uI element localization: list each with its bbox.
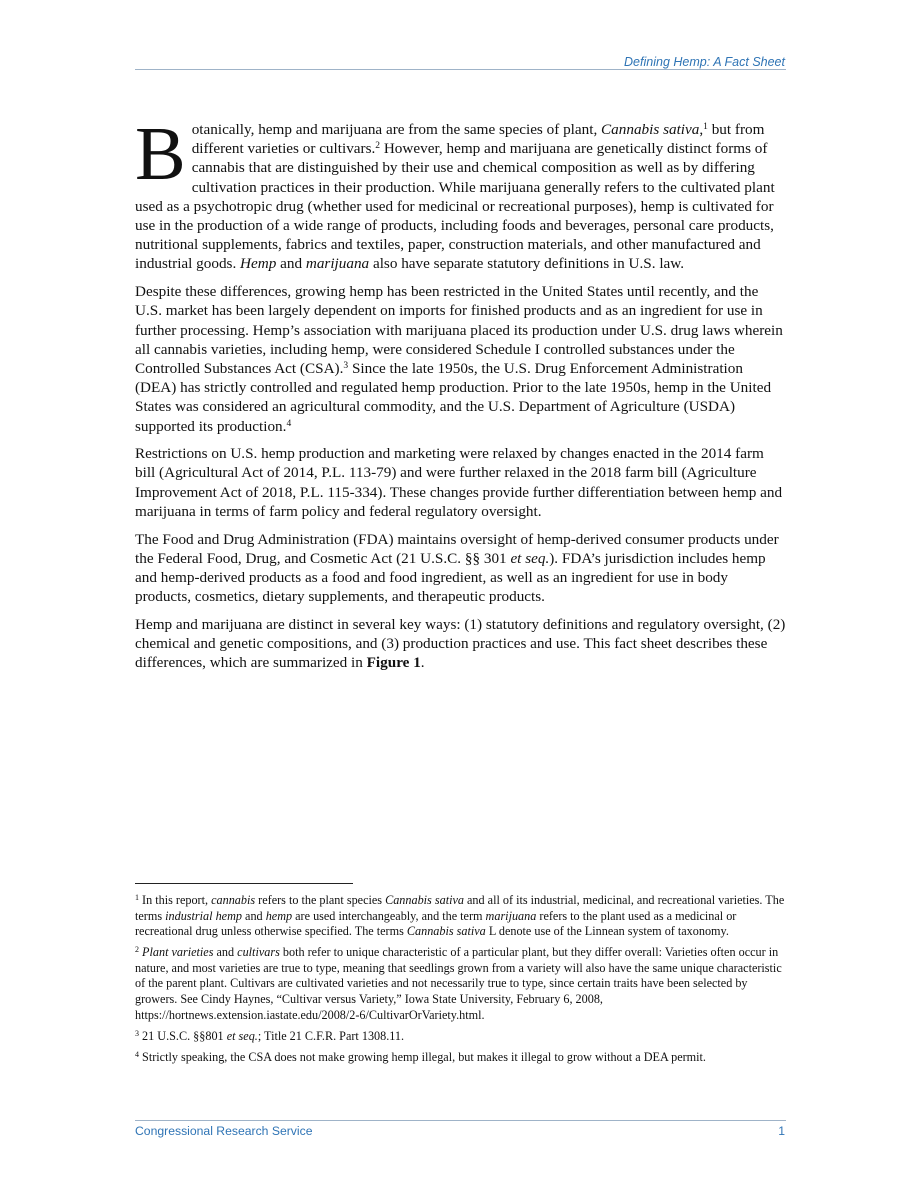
text: are used interchangeably, and the term: [292, 908, 486, 923]
text: refers to the plant species: [255, 893, 386, 907]
text: Restrictions on U.S. hemp production and marketing were relaxed by changes enacted in the 2014 farm bill (Agricultural Act of 2014, P.L. 113-79) and were further relaxed in the 2018 farm bill (Agriculture Improvement Act of 2018, P.L. 115-334). These changes provide further differentiation between hemp and marijuana in terms of farm policy and federal regulatory oversight.: [135, 445, 783, 520]
footnote-number: 3: [135, 1028, 139, 1038]
text: Despite these differences, growing hemp has been restricted in the United States until recently, and the U.S. market has been largely dependent on imports for finished products and as an ingredient for use in further processing. Hemp’s association with marijuana placed its production under U.S. drug laws wherein all cannabis varieties, including hemp, were considered Schedule I controlled substances under the Controlled Substances Act (CSA).: [135, 283, 783, 377]
italic-text: Cannabis sativa: [601, 121, 700, 138]
text: ,: [699, 121, 704, 138]
page-number: 1: [778, 1124, 785, 1138]
footer-publisher: Congressional Research Service: [135, 1124, 313, 1138]
footnote-ref-3[interactable]: 3: [343, 360, 349, 371]
text: 21 U.S.C. §§801: [139, 1028, 227, 1043]
footnote-ref-1[interactable]: 1: [703, 122, 708, 132]
paragraph-fda: [135, 530, 786, 607]
footnote-number: 1: [135, 893, 139, 902]
footnote-3: [135, 1029, 786, 1045]
italic-text: Hemp: [240, 255, 277, 273]
text: both refer to unique characteristic of a particular plant, but they differ overall: Varieties often occur in nature, and most varieties are true to type, meaning that seedlings grown from a variety will also have the same unique characteristic of the parent plant. Cultivars are cultivated varieties and not necessarily true to type, since certain traits have been selected by growers. See Cindy Haynes, “Cultivar versus Variety,” Iowa State University, February 6, 2008, https://hortnews.extension.iastate.edu/2008/2-6/CultivarOrVariety.html.: [135, 945, 782, 1022]
drop-cap: B: [135, 112, 186, 196]
italic-text: Plant varieties: [142, 945, 214, 960]
italic-text: et seq.: [226, 1028, 258, 1043]
text: also have separate statutory definitions in U.S. law.: [369, 255, 685, 273]
text: and: [241, 908, 266, 923]
italic-text: industrial hemp: [165, 908, 242, 923]
paragraph-intro: [135, 112, 786, 274]
body-text: [135, 112, 786, 681]
text: The Food and Drug Administration (FDA) maintains oversight of hemp-derived consumer products under the Federal Food, Drug, and Cosmetic Act (21 U.S.C. §§ 301: [135, 530, 779, 567]
paragraph-key-differences: [135, 615, 786, 673]
paragraph-farm-bill: [135, 444, 786, 521]
page-header-title: Defining Hemp: A Fact Sheet: [624, 55, 785, 69]
italic-text: Cannabis sativa: [406, 924, 486, 939]
text: and all of its industrial, medicinal, and recreational varieties. The terms: [135, 893, 785, 923]
text: ; Title 21 C.F.R. Part 1308.11.: [257, 1028, 405, 1043]
text: However, hemp and marijuana are genetically distinct forms of cannabis that are distinguished by their use and chemical composition as well as by differing cultivation practices in their production. While marijuana generally refers to the cultivated plant used as a psychotropic drug (whether used for medicinal or recreational purposes), hemp is cultivated for use in the production of a wide range of products, including foods and beverages, personal care products, nutritional supplements, fabrics and textiles, paper, construction materials, and other manufactured and industrial goods.: [135, 140, 775, 273]
footnote-divider: [135, 883, 353, 884]
paragraph-restrictions-history: [135, 282, 786, 436]
text: ). FDA’s jurisdiction includes hemp and hemp-derived products as a food and food ingredient, as well as an ingredient for use in body products, cosmetics, dietary supplements, and therapeutic products.: [135, 549, 766, 606]
text: but from different varieties or cultivars.: [191, 121, 765, 158]
text: L denote use of the Linnean system of taxonomy.: [485, 924, 729, 939]
footnote-number: 4: [135, 1049, 139, 1059]
italic-text: Cannabis sativa: [385, 893, 464, 907]
footnote-number: 2: [135, 945, 139, 955]
footer-divider: [135, 1120, 786, 1121]
text: otanically, hemp and marijuana are from the same species of plant,: [191, 121, 602, 138]
text: Hemp and marijuana are distinct in several key ways: (1) statutory definitions and regulatory oversight, (2) chemical and genetic compositions, and (3) production practices and use. This fact sheet describes these differences, which are summarized in: [135, 615, 786, 672]
footnote-ref-2[interactable]: 2: [375, 141, 381, 152]
text: Since the late 1950s, the U.S. Drug Enforcement Administration (DEA) has strictly controlled and regulated hemp production. Prior to the late 1950s, hemp in the United States was considered an agricultural commodity, and the U.S. Department of Agriculture (USDA) supported its production.: [135, 359, 772, 435]
footnote-1: [135, 893, 786, 940]
italic-text: cannabis: [211, 893, 256, 907]
footnote-ref-4[interactable]: 4: [286, 418, 292, 429]
italic-text: marijuana: [305, 255, 370, 273]
italic-text: et seq.: [510, 549, 550, 567]
text: Strictly speaking, the CSA does not make growing hemp illegal, but makes it illegal to grow without a DEA permit.: [139, 1049, 706, 1064]
footnote-2: [135, 945, 786, 1023]
header-divider: [135, 69, 786, 70]
text: refers to the plant used as a medicinal or recreational drug unless otherwise specified. The terms: [135, 908, 737, 939]
figure-reference-link[interactable]: Figure 1: [366, 654, 421, 672]
footnote-4: [135, 1050, 786, 1066]
italic-text: marijuana: [485, 908, 537, 923]
text: and: [276, 255, 306, 273]
footnotes: [135, 893, 786, 1071]
text: and: [213, 945, 238, 960]
italic-text: cultivars: [237, 945, 280, 960]
text: .: [420, 654, 425, 672]
text: In this report,: [139, 893, 212, 907]
italic-text: hemp: [265, 908, 293, 923]
